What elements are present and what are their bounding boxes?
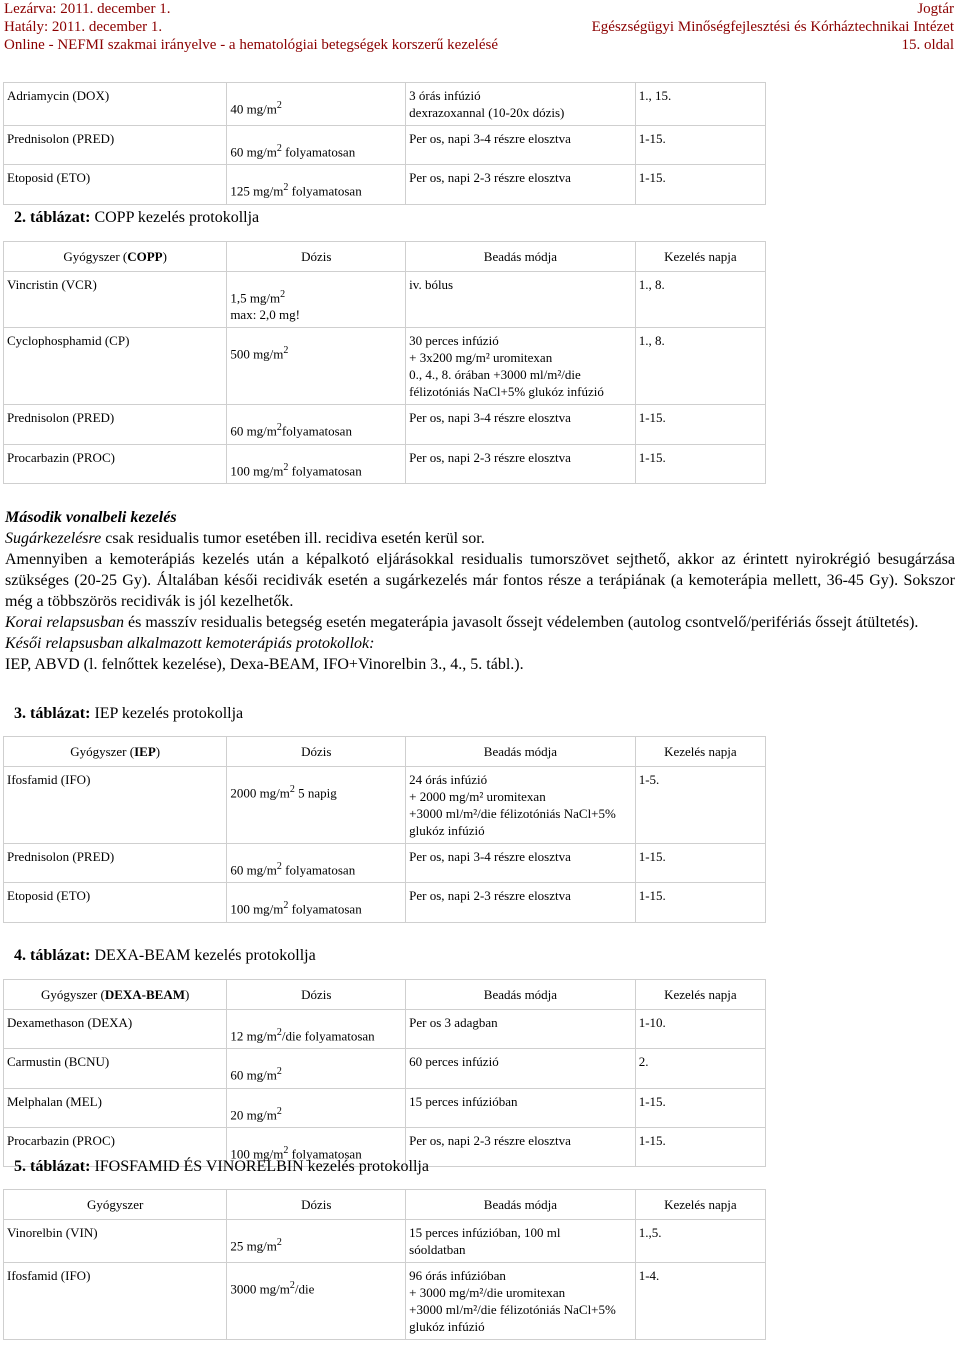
header-drug-suffix: ) [162,249,167,264]
caption-number: 2. táblázat: [14,209,91,226]
admin-cell [406,844,636,883]
header-drug-protocol: DEXA-BEAM [104,987,186,1002]
header-left [4,0,498,54]
dose-cell [227,1263,406,1340]
dose-cell [227,165,406,204]
header-day: Kezelés napja [635,737,765,767]
caption-number: 3. táblázat: [14,705,91,722]
treatment-day: 1., 8. [635,328,765,405]
admin-line: 30 perces infúzió [409,333,499,349]
table-header-row [4,1190,766,1220]
caption-text: DEXA-BEAM kezelés protokollja [90,947,316,964]
header-drug-suffix: ) [155,744,161,759]
treatment-day: 1-15. [635,444,765,483]
dose-value: 25 mg/m [230,1238,277,1254]
header-drug-prefix: Gyógyszer [86,1197,144,1212]
header-admin: Beadás módja [406,242,636,272]
dose-cell [227,328,406,405]
admin-line: 0., 4., 8. órában +3000 ml/m²/die [409,367,581,383]
dose-value: 2000 mg/m [230,785,290,801]
treatment-day: 1-15. [635,844,765,883]
header-source: Jogtár [917,1,954,17]
dose-value: 60 mg/m [230,144,277,160]
admin-cell [406,1127,636,1166]
dose-value: 1,5 mg/m [230,290,281,306]
header-dose: Dózis [227,1190,406,1220]
admin-line: 15 perces infúzióban, 100 ml [409,1225,561,1240]
dose-value: 60 mg/m [230,423,277,439]
caption-text: IFOSFAMID ÉS VINORELBIN kezelés protokollja [90,1158,429,1175]
admin-cell [406,767,636,844]
dose-cell [227,1049,406,1088]
body-text [5,507,955,675]
treatment-day: 1-10. [635,1010,765,1049]
drug-name: Prednisolon (PRED) [4,126,227,165]
drug-name: Vinorelbin (VIN) [4,1220,227,1263]
dose-cell [227,1088,406,1127]
admin-line: +3000 ml/m²/die félizotóniás NaCl+5% [409,806,616,821]
treatment-day: 1-4. [635,1263,765,1340]
drug-name: Prednisolon (PRED) [4,844,227,883]
drug-name: Procarbazin (PROC) [4,1127,227,1166]
drug-name: Prednisolon (PRED) [4,405,227,444]
drug-name: Vincristin (VCR) [4,272,227,328]
table-row [4,883,766,922]
dose-value: 500 mg/m [230,346,284,362]
table-row [4,165,766,204]
table-row [4,83,766,126]
table-row [4,767,766,844]
admin-line: + 3000 mg/m²/die uromitexan [409,1285,566,1300]
admin-cell [406,883,636,922]
dose-note: /die folyamatosan [281,1028,375,1044]
dose-value: 20 mg/m [230,1106,277,1122]
caption-text: IEP kezelés protokollja [90,705,244,722]
italic-term: Sugárkezelésre [5,530,102,547]
header-drug-prefix: Gyógyszer ( [63,249,128,264]
dose-value: 100 mg/m [230,462,284,478]
table-row [4,1220,766,1263]
dose-cell [227,844,406,883]
admin-line: Per os, napi 2-3 részre elosztva [409,1132,571,1148]
admin-cell [406,1220,636,1263]
header-day: Kezelés napja [635,1190,765,1220]
header-drug-suffix: ) [185,987,190,1002]
dose-exponent: 2 [276,422,282,434]
admin-cell [406,126,636,165]
table-header-row [4,242,766,272]
treatment-day: 1.,5. [635,1220,765,1263]
treatment-day: 1., 8. [635,272,765,328]
header-document-title: Online - NEFMI szakmai irányelve - a hematológiai betegségek korszerű kezelésé [4,37,498,53]
treatment-day: 1-15. [635,405,765,444]
table-abvd-continued [3,82,766,205]
paragraph-early-relapse [5,612,955,633]
treatment-day: 2. [635,1049,765,1088]
drug-name: Procarbazin (PROC) [4,444,227,483]
paragraph-late-relapse: Késői relapsusban alkalmazott kemoterápiás protokollok: [5,635,375,652]
dose-exponent: 2 [283,1144,289,1156]
admin-line: +3000 ml/m²/die félizotóniás NaCl+5% [409,1302,616,1317]
header-drug [4,242,227,272]
table-row [4,405,766,444]
dose-exponent: 2 [276,100,282,111]
header-drug-protocol: COPP [127,249,163,264]
drug-name: Ifosfamid (IFO) [4,767,227,844]
header-drug-protocol: IEP [134,744,156,759]
dose-exponent: 2 [283,461,289,473]
header-admin: Beadás módja [406,737,636,767]
admin-cell [406,272,636,328]
dose-exponent: 2 [289,784,295,795]
admin-line: + 2000 mg/m² uromitexan [409,789,546,804]
table3-caption [14,704,243,724]
header-admin: Beadás módja [406,980,636,1010]
header-dose: Dózis [227,737,406,767]
dose-exponent: 2 [280,289,286,300]
dose-note: /die [294,1281,315,1297]
dose-cell [227,1010,406,1049]
header-right [592,0,954,54]
header-admin: Beadás módja [406,1190,636,1220]
admin-cell [406,1088,636,1127]
treatment-day: 1-15. [635,1088,765,1127]
admin-cell [406,328,636,405]
dose-value: 60 mg/m [230,862,277,878]
admin-line: + 3x200 mg/m² uromitexan [409,350,553,366]
dose-note: folyamatosan [288,901,362,917]
table5-caption [14,1157,429,1177]
dose-exponent: 2 [276,1105,282,1117]
dose-exponent: 2 [276,861,282,872]
dose-cell [227,126,406,165]
dose-cell [227,83,406,126]
drug-name: Melphalan (MEL) [4,1088,227,1127]
admin-line: 3 órás infúzió [409,88,481,103]
dose-value: 12 mg/m [230,1028,277,1044]
header-institute: Egészségügyi Minőségfejlesztési és Kórháztechnikai Intézet [591,19,954,35]
header-effective-date: Hatály: 2011. december 1. [4,19,163,35]
dose-note: 5 napig [294,785,337,801]
header-day: Kezelés napja [635,980,765,1010]
drug-name: Carmustin (BCNU) [4,1049,227,1088]
admin-cell [406,1049,636,1088]
admin-line: 24 órás infúzió [409,772,488,787]
drug-name: Etoposid (ETO) [4,165,227,204]
table-row [4,1263,766,1340]
admin-line: dexrazoxannal (10-20x dózis) [409,105,565,120]
admin-line: félizotóniás NaCl+5% glukóz infúzió [409,384,604,400]
admin-cell [406,1010,636,1049]
admin-line: 60 perces infúzió [409,1054,499,1070]
header-drug-prefix: Gyógyszer ( [40,987,105,1002]
dose-note: folyamatosan [281,144,356,160]
italic-term: Korai relapsusban [5,614,124,631]
table4-caption [14,946,316,966]
admin-line: Per os, napi 3-4 részre elosztva [409,849,571,864]
caption-text: COPP kezelés protokollja [90,209,260,226]
admin-line: glukóz infúzió [409,1319,485,1334]
admin-cell [406,405,636,444]
header-drug-prefix: Gyógyszer ( [70,744,135,759]
admin-cell [406,1263,636,1340]
page-header [0,0,960,60]
table-row [4,272,766,328]
dose-cell [227,883,406,922]
table-header-row [4,737,766,767]
dose-value: 125 mg/m [230,183,284,199]
dose-max: max: 2,0 mg! [230,307,300,323]
table-copp [3,241,766,484]
table-row [4,1049,766,1088]
dose-note: folyamatosan [288,183,362,199]
paragraph-radiotherapy [5,528,955,549]
header-dose: Dózis [227,242,406,272]
paragraph-protocols: IEP, ABVD (l. felnőttek kezelése), Dexa-BEAM, IFO+Vinorelbin 3., 4., 5. tábl.). [5,656,524,673]
treatment-day: 1-15. [635,1127,765,1166]
dose-exponent: 2 [276,1066,282,1078]
dose-exponent: 2 [276,1237,282,1248]
header-drug [4,1190,227,1220]
treatment-day: 1-15. [635,883,765,922]
header-drug [4,737,227,767]
header-closed-date: Lezárva: 2011. december 1. [4,1,171,17]
dose-note: folyamatosan [288,1146,362,1162]
table-row [4,1010,766,1049]
header-dose: Dózis [227,980,406,1010]
treatment-day: 1., 15. [635,83,765,126]
dose-value: 100 mg/m [230,901,284,917]
paragraph-residual: Amennyiben a kemoterápiás kezelés után a képalkotó eljárásokkal residualis tumorszövet sejthető, akkor az érintett nyirokrégió besugárzása szükséges (20-25 Gy). Általában késői recidivák esetén a sugárkezelés már fontos része a terápiának (a kemoterápia mellett, 36-45 Gy). Sokszor még a többszörös recidivák is jól kezelhetők. [5,551,955,610]
admin-line: Per os, napi 2-3 részre elosztva [409,449,571,465]
table-header-row [4,980,766,1010]
table-row [4,126,766,165]
table2-caption [14,208,259,228]
dose-cell [227,1220,406,1263]
header-day: Kezelés napja [635,242,765,272]
admin-line: 15 perces infúzióban [409,1093,518,1109]
admin-line: Per os, napi 2-3 részre elosztva [409,170,571,186]
dose-exponent: 2 [283,182,289,194]
caption-number: 5. táblázat: [14,1158,91,1175]
paragraph-text: és masszív residualis betegség esetén megaterápia javasolt őssejt védelemben (autolog csontvelő/perifériás őssejt átültetés). [123,614,919,631]
admin-cell [406,165,636,204]
dose-value: 60 mg/m [230,1067,277,1083]
dose-note: folyamatosan [288,462,362,478]
drug-name: Ifosfamid (IFO) [4,1263,227,1340]
admin-line: Per os, napi 3-4 részre elosztva [409,410,571,426]
table-row [4,1088,766,1127]
dose-cell [227,444,406,483]
header-drug [4,980,227,1010]
table-row [4,328,766,405]
admin-line: iv. bólus [409,277,454,292]
section-heading: Második vonalbeli kezelés [5,509,177,526]
dose-cell [227,272,406,328]
admin-line: Per os 3 adagban [409,1015,498,1030]
admin-line: sóoldatban [409,1242,466,1257]
caption-number: 4. táblázat: [14,947,91,964]
drug-name: Etoposid (ETO) [4,883,227,922]
table-row [4,444,766,483]
dose-cell [227,405,406,444]
dose-exponent: 2 [276,1027,282,1038]
dose-exponent: 2 [283,345,289,357]
dose-value: 3000 mg/m [230,1281,290,1297]
table-dexa-beam [3,979,766,1167]
dose-value: 40 mg/m [230,101,277,117]
treatment-day: 1-15. [635,126,765,165]
dose-note: folyamatosan [281,423,352,439]
drug-name: Cyclophosphamid (CP) [4,328,227,405]
admin-line: Per os, napi 2-3 részre elosztva [409,888,571,904]
dose-exponent: 2 [283,900,289,912]
header-page-number: 15. oldal [901,37,954,53]
admin-line: 96 órás infúzióban [409,1268,506,1283]
drug-name: Adriamycin (DOX) [4,83,227,126]
dose-value: 100 mg/m [230,1146,284,1162]
drug-name: Dexamethason (DEXA) [4,1010,227,1049]
table-ifo-vinorelbin [3,1189,766,1340]
treatment-day: 1-5. [635,767,765,844]
admin-cell [406,83,636,126]
dose-exponent: 2 [276,143,282,154]
paragraph-text: csak residualis tumor esetében ill. recidiva esetén kerül sor. [101,530,485,547]
dose-cell [227,767,406,844]
table-row [4,844,766,883]
table-iep [3,736,766,923]
admin-cell [406,444,636,483]
treatment-day: 1-15. [635,165,765,204]
admin-line: glukóz infúzió [409,823,485,838]
dose-exponent: 2 [289,1280,295,1291]
admin-line: Per os, napi 3-4 részre elosztva [409,131,571,146]
dose-note: folyamatosan [281,862,356,878]
